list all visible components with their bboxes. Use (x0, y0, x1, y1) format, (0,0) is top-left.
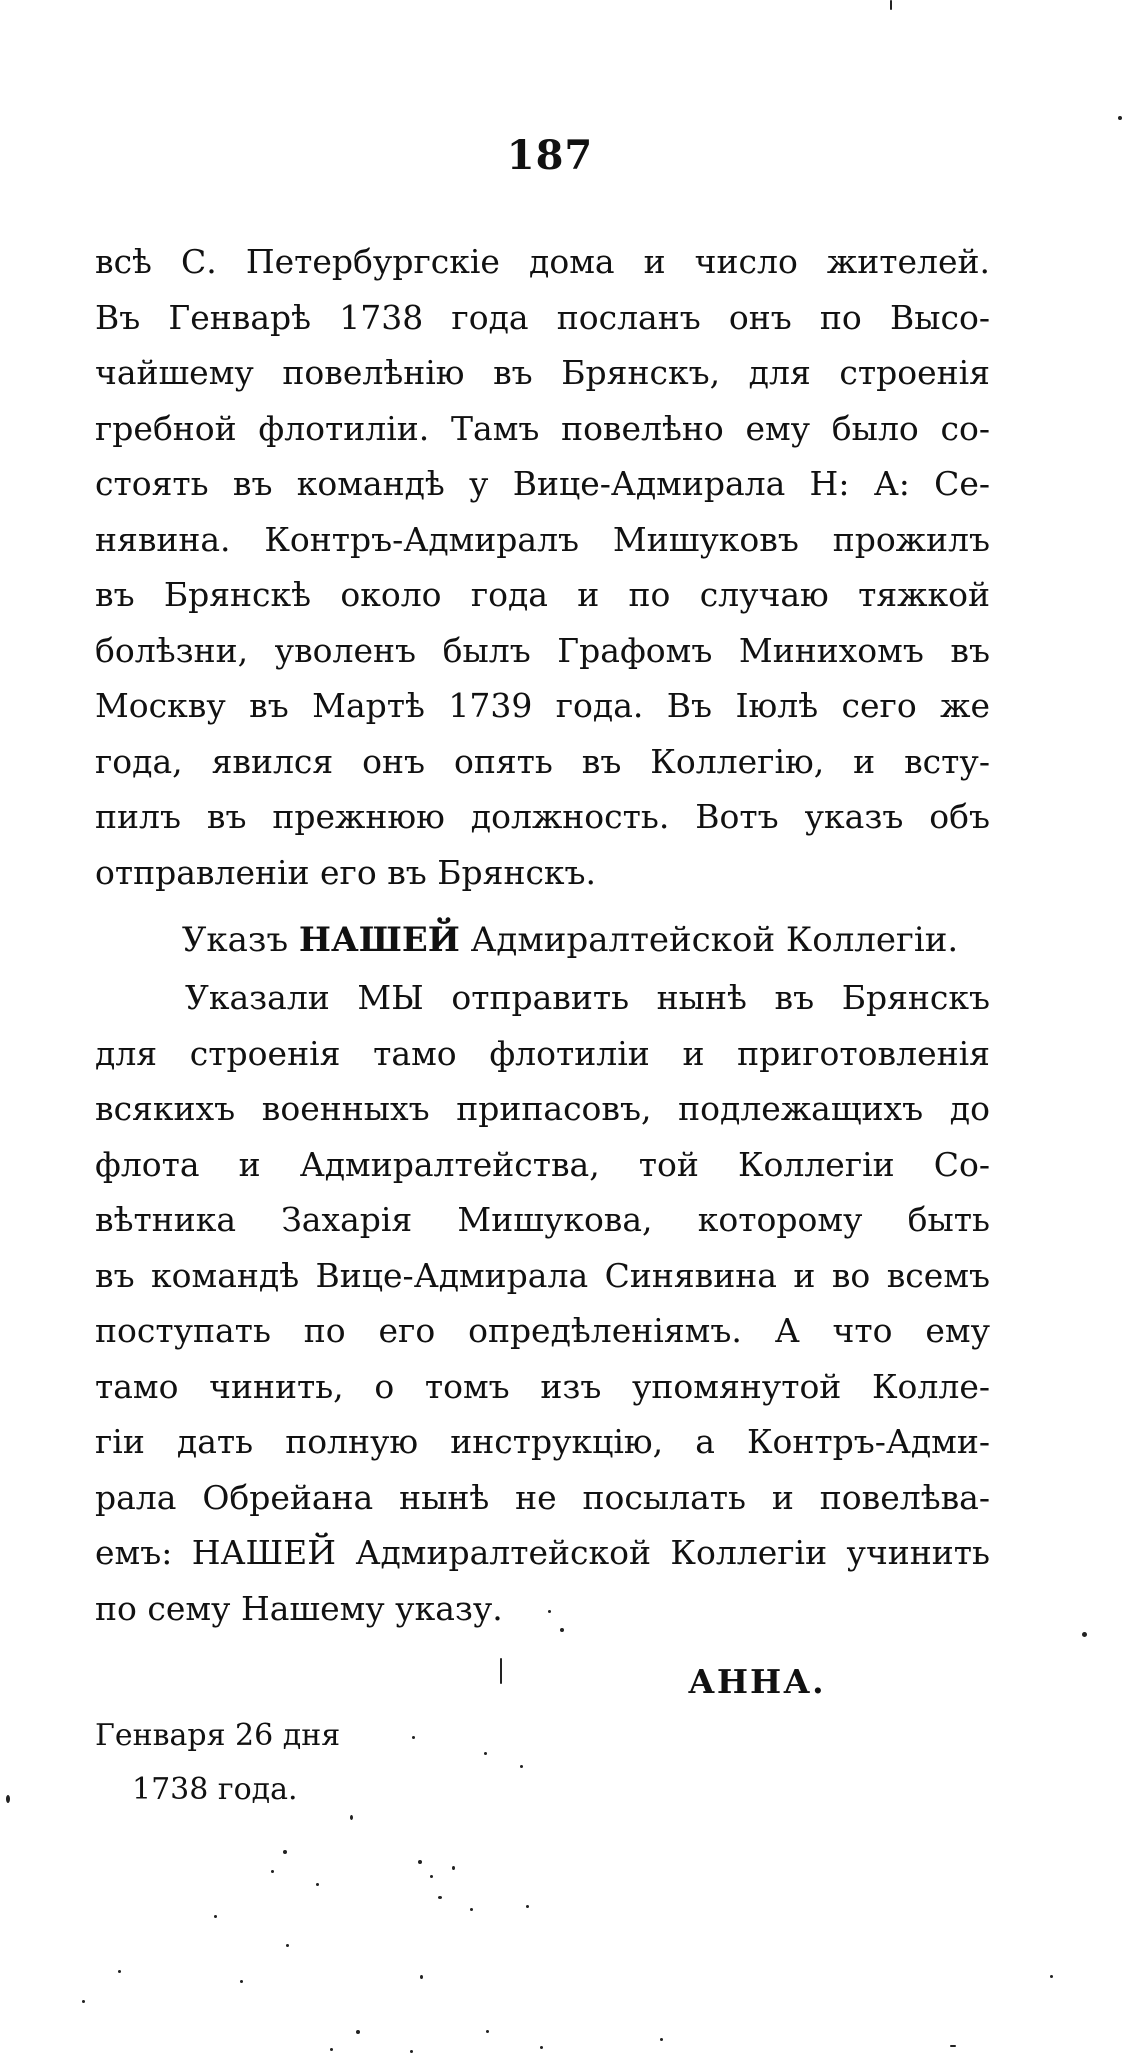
text-line: года, явился онъ опять въ Коллегію, и всту- (95, 741, 990, 781)
text-line: болѣзни, уволенъ былъ Графомъ Минихомъ въ (95, 630, 990, 670)
text-line: въ командѣ Вице-Адмирала Синявина и во всемъ (95, 1255, 990, 1295)
text-line: Москву въ Мартѣ 1739 года. Въ Іюлѣ сего же (95, 686, 990, 725)
text-line: емъ: НАШЕЙ Адмиралтейской Коллегіи учинить (95, 1533, 990, 1572)
text-line: флота и Адмиралтейства, той Коллегіи Со- (95, 1144, 990, 1184)
text-line: тамо чинить, о томъ изъ упомянутой Колле- (95, 1366, 990, 1406)
text-line: чайшему повелѣнію въ Брянскъ, для строенія (95, 353, 990, 392)
text-line: рала Обрейана нынѣ не посылать и повелѣва- (95, 1477, 990, 1517)
text-line: по сему Нашему указу. (95, 1588, 503, 1628)
page-number: 187 (506, 132, 594, 179)
paragraph-biography (95, 234, 990, 900)
text-line: стоять въ командѣ у Вице-Адмирала Н: А: Се- (95, 464, 990, 503)
decree-heading-before: Указъ (181, 920, 299, 960)
date-year: 1738 года. (132, 1772, 298, 1807)
signature: АННА. (688, 1662, 826, 1701)
text-line: вѣтника Захарія Мишукова, которому быть (95, 1200, 990, 1239)
text-line: Указали МЫ отправить нынѣ въ Брянскъ (185, 978, 990, 1017)
text-line: всякихъ военныхъ припасовъ, подлежащихъ до (95, 1089, 990, 1128)
text-line: нявина. Контръ-Адмиралъ Мишуковъ прожилъ (95, 519, 990, 559)
text-line: отправленіи его въ Брянскъ. (95, 852, 597, 892)
text-line: всѣ С. Петербургскіе дома и число жителей. (95, 242, 990, 281)
text-line: Въ Генварѣ 1738 года посланъ онъ по Высо- (95, 297, 990, 337)
decree-heading (0, 912, 1140, 968)
decree-text (95, 970, 990, 1636)
text-line: гіи дать полную инструкцію, а Контръ-Адми- (95, 1422, 990, 1461)
text-line: гребной флотиліи. Тамъ повелѣно ему было со- (95, 408, 990, 448)
text-line: поступать по его опредѣленіямъ. А что ему (95, 1311, 990, 1350)
text-line: пилъ въ прежнюю должность. Вотъ указъ объ (95, 797, 990, 836)
decree-heading-caps: НАШЕЙ (298, 920, 460, 960)
date-day: Генваря 26 дня (95, 1718, 341, 1753)
text-line: въ Брянскѣ около года и по случаю тяжкой (95, 575, 990, 614)
text-line: для строенія тамо флотиліи и приготовленія (95, 1033, 990, 1073)
decree-heading-after: Адмиралтейской Коллегіи. (459, 920, 959, 960)
